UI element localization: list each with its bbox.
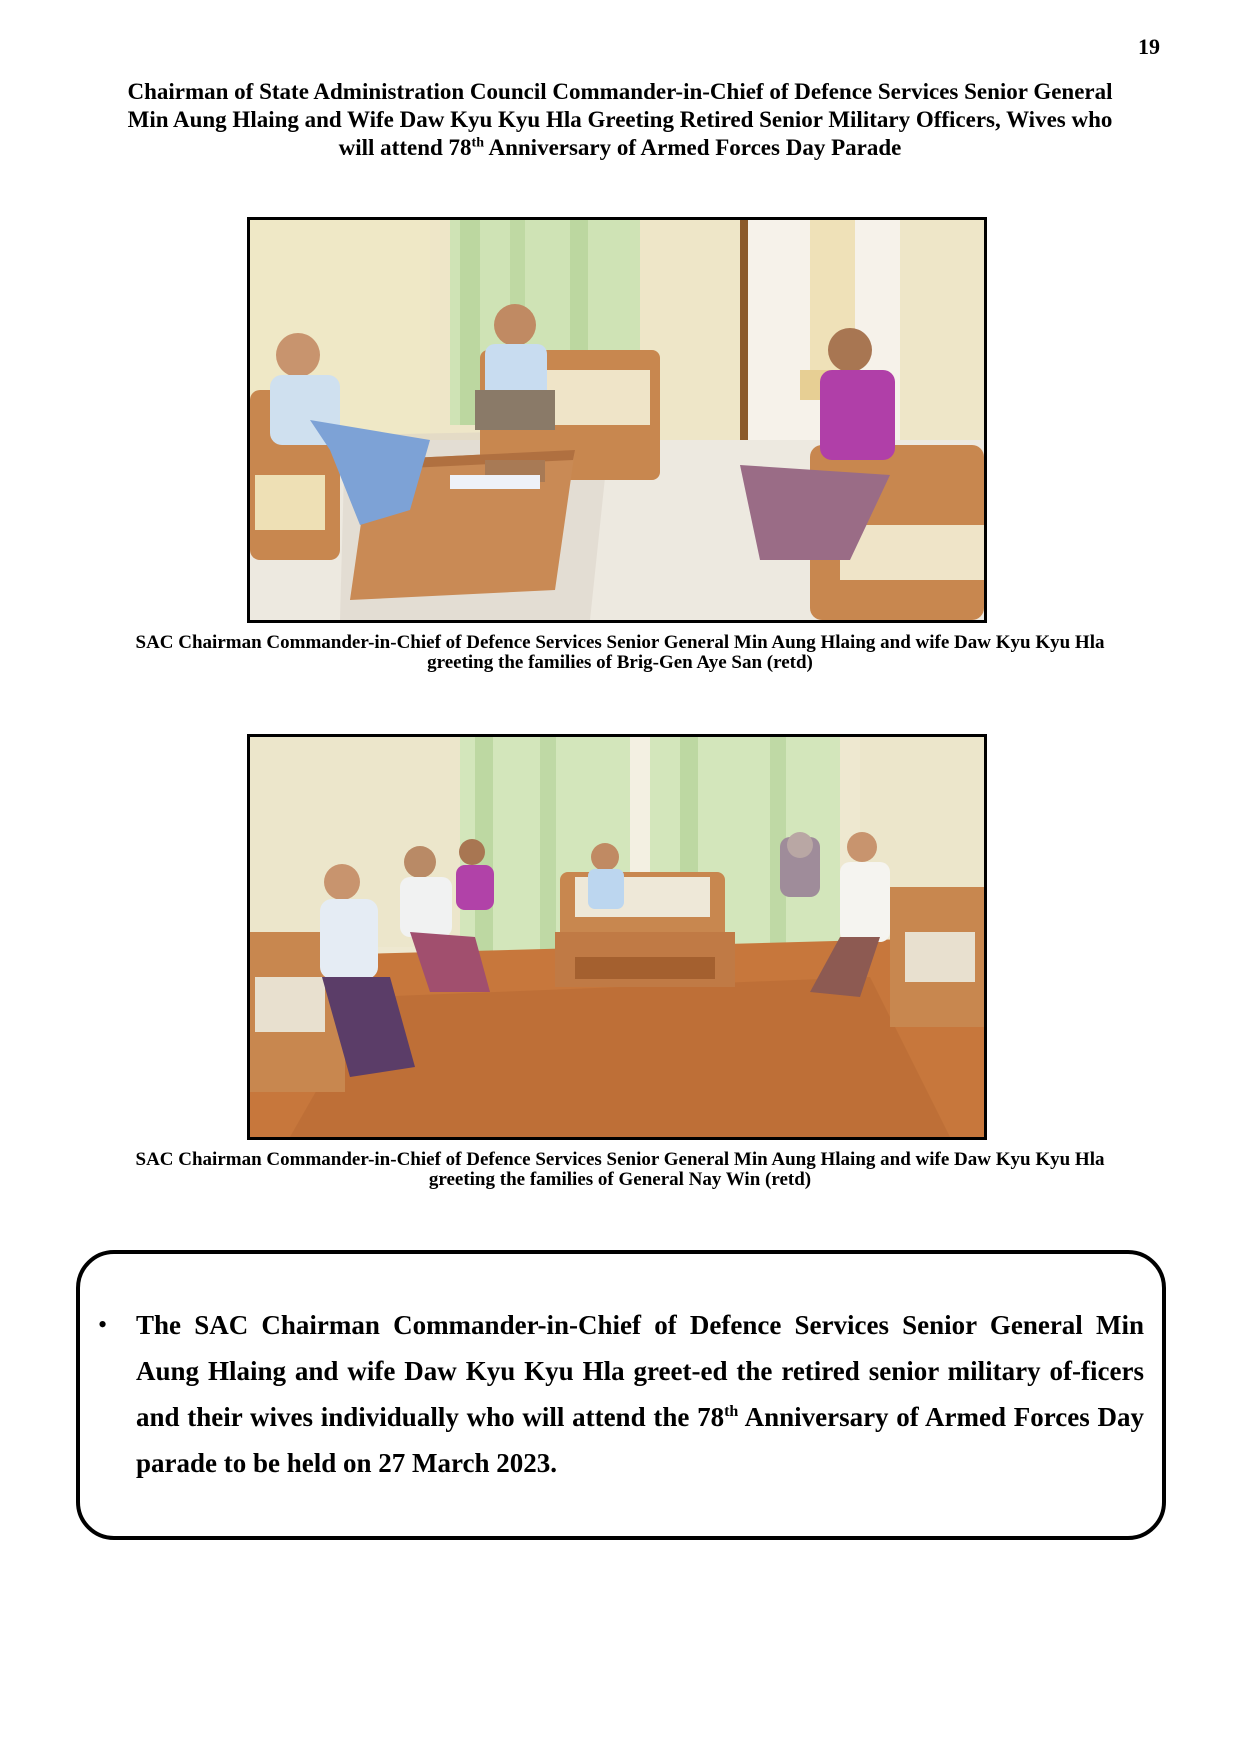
title-line-3-end: Anniversary of Armed Forces Day Parade — [484, 135, 902, 160]
page-number: 19 — [1138, 34, 1160, 59]
summary-text-main: The SAC Chairman Commander-in-Chief of Defence Services Senior General Min Aung Hlaing and wife Daw Kyu Kyu Hla greet-ed the retired senior military of-ficers and their wives individually who will attend the 78 — [136, 1310, 1144, 1432]
photo-2-caption-line-2: greeting the families of General Nay Win (retd) — [428, 1169, 812, 1190]
photo-greeting-aye-san-family — [247, 217, 987, 623]
title-line-3-text: will attend 78 — [338, 135, 472, 160]
photo-2-caption-line-1: SAC Chairman Commander-in-Chief of Defence Services Senior General Min Aung Hlaing and wife Daw Kyu Kyu Hla — [135, 1149, 1105, 1170]
title-ordinal-suffix: th — [471, 135, 484, 151]
photo-1-caption — [70, 633, 1170, 673]
photo-greeting-nay-win-family — [247, 734, 987, 1140]
photo-2-image — [250, 737, 984, 1137]
title-line-2: Min Aung Hlaing and Wife Daw Kyu Kyu Hla Greeting Retired Senior Military Officers, Wives who — [127, 107, 1113, 132]
photo-1-caption-line-2: greeting the families of Brig-Gen Aye San (retd) — [427, 652, 813, 673]
summary-text — [136, 1302, 1144, 1486]
photo-1-caption-line-1: SAC Chairman Commander-in-Chief of Defence Services Senior General Min Aung Hlaing and wife Daw Kyu Kyu Hla — [135, 632, 1105, 653]
photo-2-caption — [70, 1150, 1170, 1190]
summary-ordinal-suffix: th — [724, 1403, 739, 1420]
title-line-1: Chairman of State Administration Council Commander-in-Chief of Defence Services Senior General — [127, 79, 1113, 104]
bullet-point: • — [98, 1310, 108, 1339]
summary-text-end: Anniversary of Armed Forces Day parade to be held on 27 March 2023. — [136, 1402, 1144, 1478]
title-line-3 — [70, 134, 1170, 162]
photo-1-image — [250, 220, 984, 620]
summary-box — [76, 1250, 1166, 1540]
page-title — [70, 78, 1170, 162]
